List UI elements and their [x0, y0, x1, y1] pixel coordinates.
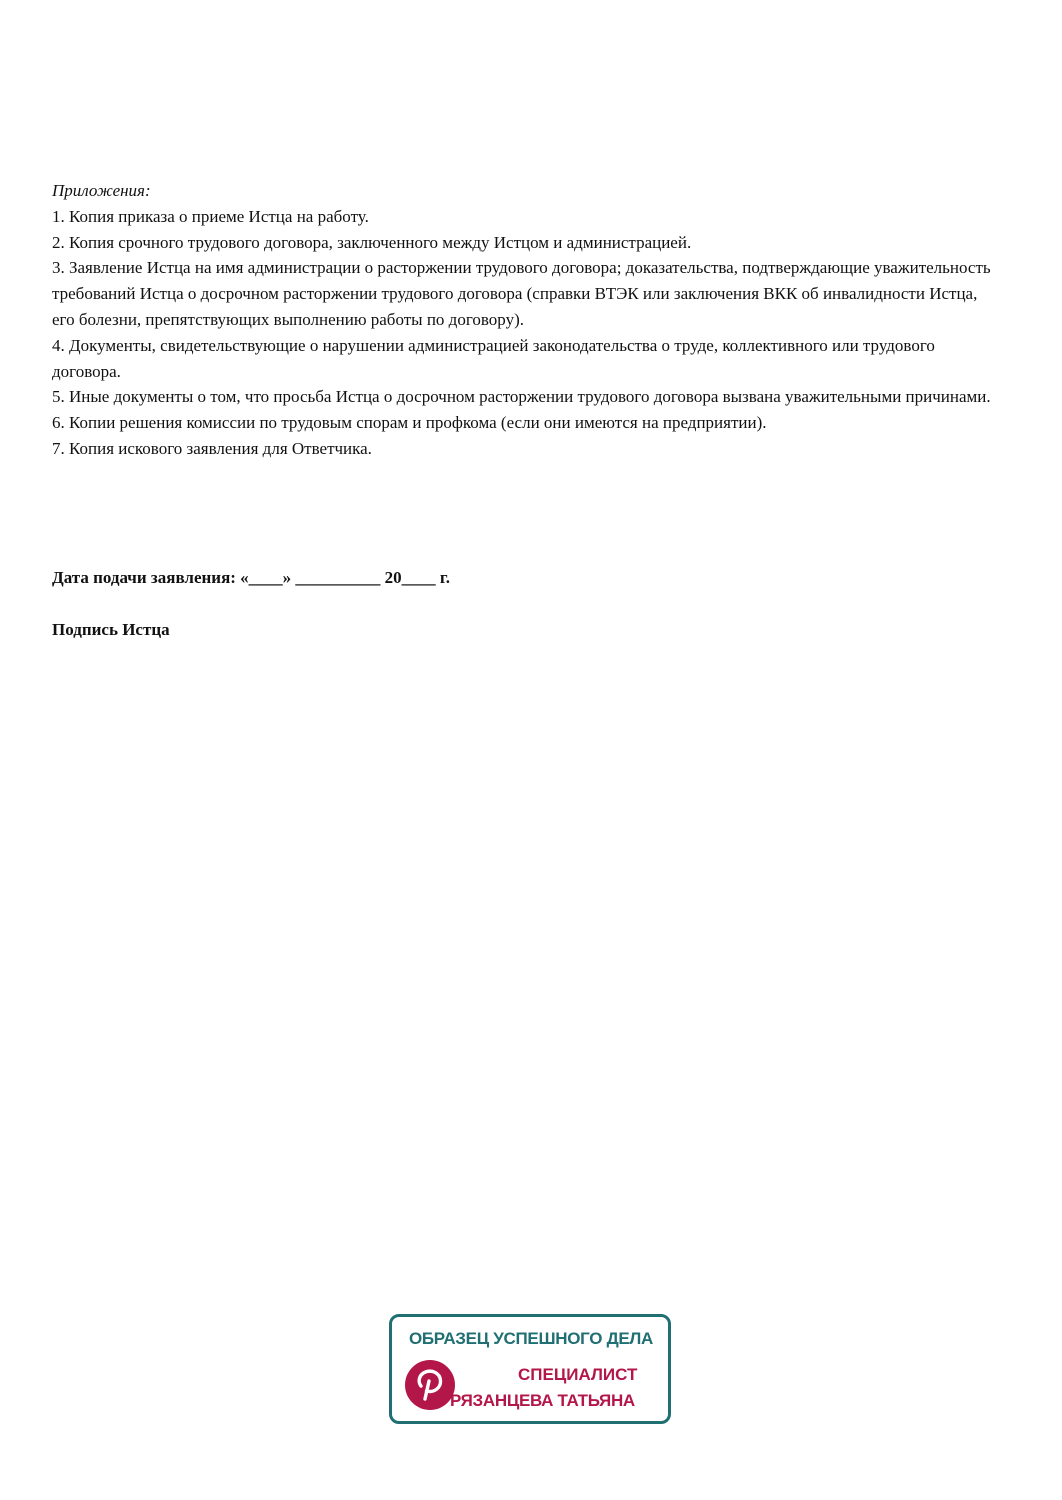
stamp-specialist: СПЕЦИАЛИСТ: [518, 1365, 638, 1384]
stamp-title: ОБРАЗЕЦ УСПЕШНОГО ДЕЛА: [408, 1329, 654, 1348]
stamp-name: РЯЗАНЦЕВА ТАТЬЯНА: [450, 1391, 635, 1410]
watermark-stamp: [389, 1314, 671, 1424]
appendix-item-6: 6. Копии решения комиссии по трудовым спорам и профкома (если они имеются на предприятии).: [52, 413, 767, 433]
appendix-item-7: 7. Копия искового заявления для Ответчика.: [52, 438, 372, 458]
appendix-item-5: 5. Иные документы о том, что просьба Истца о досрочном расторжении трудового договора вызвана уважительными причинами.: [52, 387, 991, 407]
appendix-item-4: 4. Документы, свидетельствующие о нарушении администрацией законодательства о труде, коллективного или трудового договора.: [52, 335, 935, 381]
appendix-section: [52, 178, 992, 462]
appendix-item-2: 2. Копия срочного трудового договора, заключенного между Истцом и администрацией.: [52, 232, 692, 252]
plaintiff-signature-label: Подпись Истца: [52, 620, 170, 639]
filing-date-line: Дата подачи заявления: «____» __________ 20____ г.: [52, 568, 450, 587]
appendix-item-1: 1. Копия приказа о приеме Истца на работу.: [52, 206, 369, 226]
appendix-title: Приложения:: [52, 181, 151, 200]
pinterest-icon: [404, 1359, 456, 1411]
appendix-item-3: 3. Заявление Истца на имя администрации о расторжении трудового договора; доказательства, подтверждающие уважительность требований Истца о досрочном расторжении трудового договора (справки ВТЭК или заключения ВКК об инвалидности Истца, его болезни, препятствующих выполнению работы по договору).: [52, 258, 991, 329]
